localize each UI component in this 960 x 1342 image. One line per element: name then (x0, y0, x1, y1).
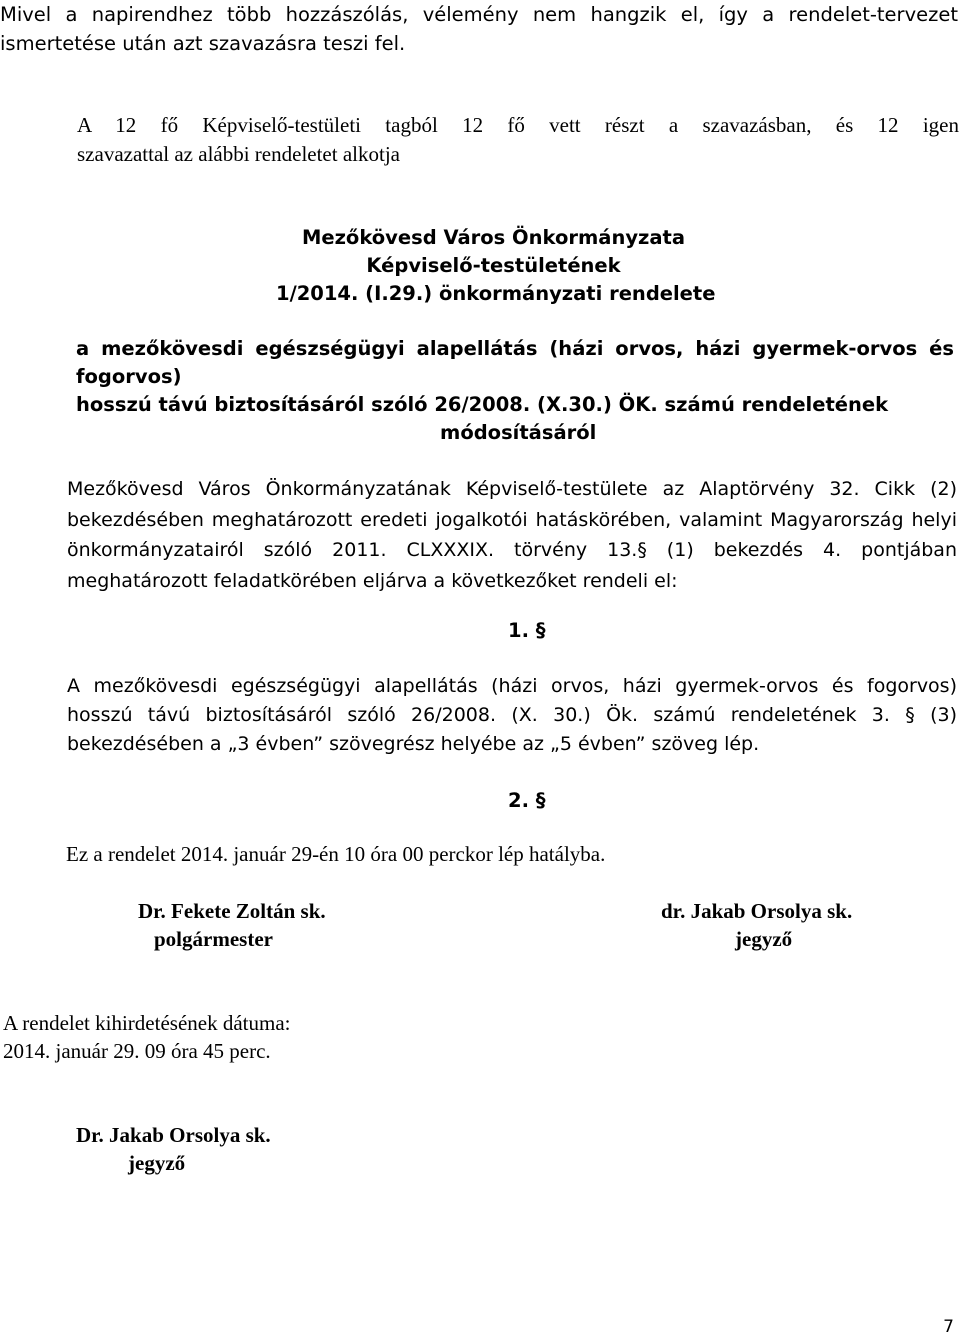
section-1-text (67, 672, 957, 759)
signature-right-role: jegyző (735, 927, 793, 951)
section-1-line-1: A mezőkövesdi egészségügyi alapellátás (házi orvos, házi gyermek-orvos és fogorvos) (67, 675, 957, 697)
intro-line-1: Mivel a napirendhez több hozzászólás, vélemény nem hangzik el, így a rendelet-tervezet (0, 3, 958, 26)
regulation-heading (0, 224, 960, 308)
promulgation-line-2: 2014. január 29. 09 óra 45 perc. (3, 1039, 271, 1063)
signature-left (138, 897, 398, 953)
regulation-subject (76, 335, 954, 447)
preamble-line-2: bekezdésében meghatározott eredeti jogalkotói hatáskörében, valamint Magyarország helyi (67, 508, 957, 531)
signature-left-role: polgármester (154, 927, 273, 951)
preamble-line-3: önkormányzatairól szóló 2011. CLXXXIX. törvény 13.§ (1) bekezdés 4. pontjában (67, 539, 957, 561)
subject-line-2: hosszú távú biztosításáról szóló 26/2008. (X.30.) ÖK. számú rendeletének (76, 393, 889, 416)
vote-line-1: A 12 fő Képviselő-testületi tagból 12 fő vett részt a szavazásban, és 12 igen (77, 113, 959, 137)
signature-right-name: dr. Jakab Orsolya sk. (661, 899, 853, 923)
signature-right (661, 897, 921, 953)
promulgation-line-1: A rendelet kihirdetésének dátuma: (3, 1011, 291, 1035)
section-2-title: 2. § (508, 789, 546, 812)
preamble-line-1: Mezőkövesd Város Önkormányzatának Képviselő-testülete az Alaptörvény 32. Cikk (2) (67, 478, 957, 500)
subject-line-3: módosításáról (440, 421, 597, 444)
preamble-line-4: meghatározott feladatkörében eljárva a következőket rendeli el: (67, 569, 678, 592)
vote-paragraph (77, 111, 959, 169)
heading-line-1: Mezőkövesd Város Önkormányzata (301, 226, 686, 249)
subject-line-1: a mezőkövesdi egészségügyi alapellátás (házi orvos, házi gyermek-orvos és fogorvos) (76, 337, 954, 388)
section-1-line-3: bekezdésében a „3 évben” szövegrész helyébe az „5 évben” szöveg lép. (67, 733, 760, 755)
final-signature (76, 1121, 376, 1177)
section-1-line-2: hosszú távú biztosításáról szóló 26/2008. (X. 30.) Ök. számú rendeletének 3. § (3) (67, 704, 957, 726)
heading-line-3: 1/2014. (I.29.) önkormányzati rendelete (276, 282, 716, 305)
section-1-title: 1. § (508, 619, 546, 642)
final-signature-name: Dr. Jakab Orsolya sk. (76, 1123, 271, 1147)
vote-line-2: szavazattal az alábbi rendeletet alkotja (77, 142, 400, 166)
page-number: 7 (943, 1317, 954, 1337)
final-signature-role: jegyző (128, 1151, 186, 1175)
heading-line-2: Képviselő-testületének (366, 254, 621, 277)
section-2-text: Ez a rendelet 2014. január 29-én 10 óra 00 perckor lép hatályba. (66, 842, 606, 866)
preamble-paragraph (67, 474, 957, 596)
promulgation (3, 1009, 503, 1065)
intro-paragraph (0, 0, 958, 58)
intro-line-2: ismertetése után azt szavazásra teszi fel. (0, 32, 406, 55)
signature-left-name: Dr. Fekete Zoltán sk. (138, 899, 326, 923)
